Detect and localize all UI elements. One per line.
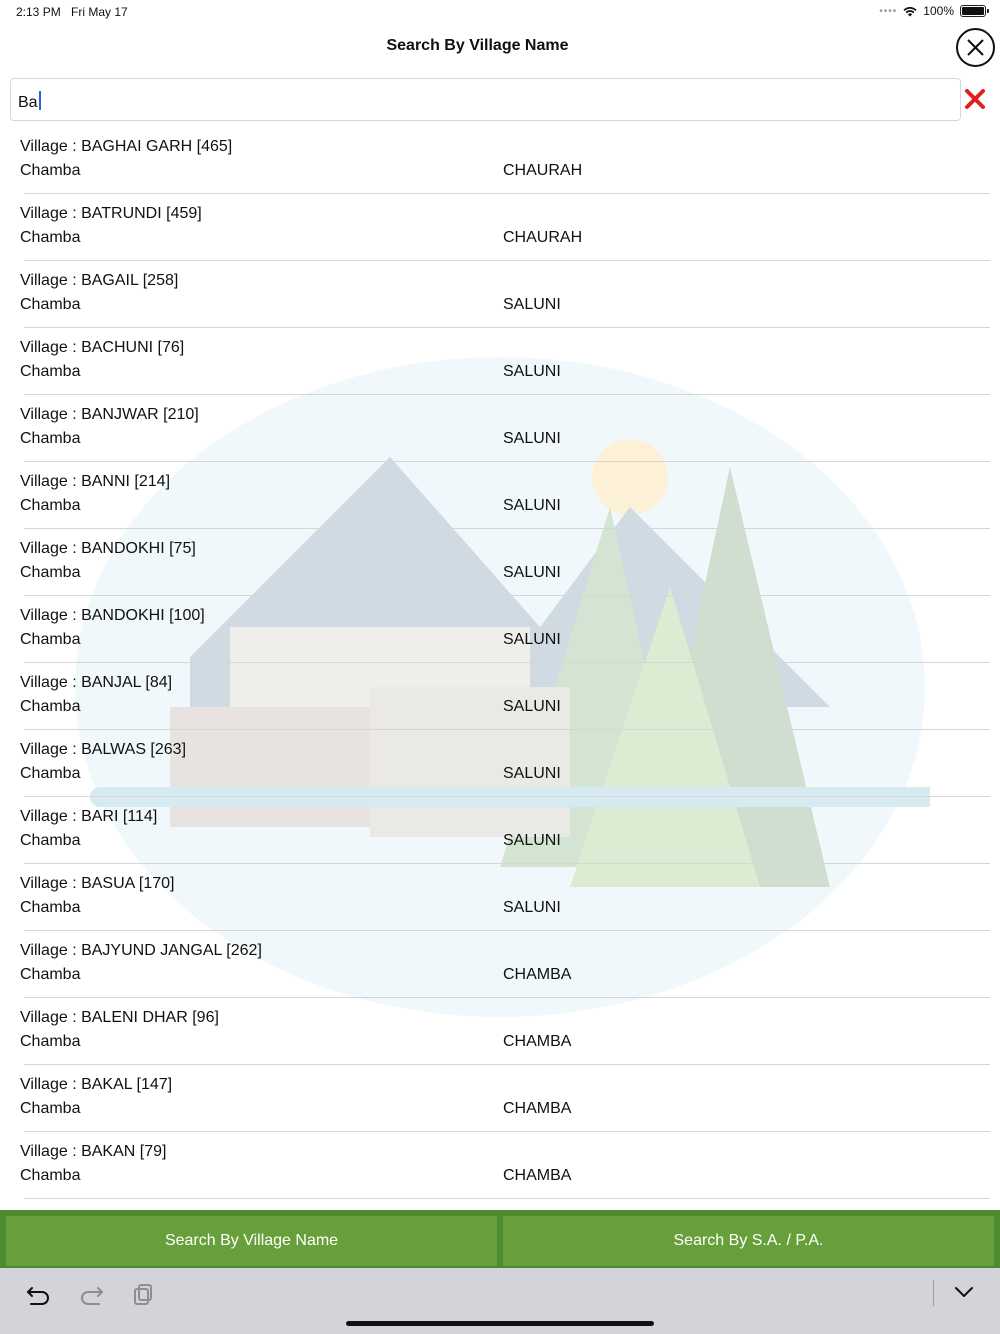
list-item[interactable] (20, 596, 990, 663)
battery-percent: 100% (923, 4, 954, 18)
search-input[interactable] (10, 78, 961, 121)
district-name: Chamba (20, 497, 81, 514)
results-list[interactable] (0, 127, 1000, 1202)
list-item[interactable] (20, 328, 990, 395)
tab-search-by-village[interactable]: Search By Village Name (6, 1216, 497, 1266)
village-name: Village : BANJAL [84] (20, 674, 173, 691)
block-name: SALUNI (503, 698, 561, 715)
list-item[interactable] (20, 663, 990, 730)
list-item[interactable] (20, 462, 990, 529)
status-time: 2:13 PM (16, 5, 61, 19)
district-name: Chamba (20, 1167, 81, 1184)
paste-icon[interactable] (132, 1282, 154, 1306)
battery-icon (960, 5, 986, 17)
close-icon (966, 38, 985, 57)
block-name: SALUNI (503, 765, 561, 782)
village-name: Village : BAKAN [79] (20, 1143, 167, 1160)
list-item[interactable] (20, 1065, 990, 1132)
status-bar (0, 0, 1000, 24)
wifi-icon (903, 6, 917, 17)
signal-icon: •••• (879, 5, 898, 17)
village-name: Village : BASUA [170] (20, 875, 175, 892)
list-item[interactable] (20, 1132, 990, 1199)
list-item[interactable] (20, 261, 990, 328)
block-name: CHAMBA (503, 1033, 572, 1050)
search-input-value: Ba (18, 91, 41, 112)
village-name: Village : BACHUNI [76] (20, 339, 185, 356)
village-name: Village : BAJYUND JANGAL [262] (20, 942, 262, 959)
tab-search-by-sa-pa[interactable]: Search By S.A. / P.A. (503, 1216, 994, 1266)
clear-search-icon[interactable] (964, 88, 986, 110)
list-item[interactable] (20, 529, 990, 596)
district-name: Chamba (20, 698, 81, 715)
village-name: Village : BANJWAR [210] (20, 406, 199, 423)
district-name: Chamba (20, 1033, 81, 1050)
list-item[interactable] (20, 194, 990, 261)
status-date: Fri May 17 (71, 5, 128, 19)
undo-icon[interactable] (26, 1282, 52, 1306)
page-title: Search By Village Name (386, 37, 569, 54)
list-item[interactable] (20, 931, 990, 998)
district-name: Chamba (20, 899, 81, 916)
results-rows (0, 127, 1000, 1199)
list-item[interactable] (20, 395, 990, 462)
status-indicators (879, 4, 986, 18)
list-item[interactable] (20, 797, 990, 864)
village-name: Village : BAGAIL [258] (20, 272, 179, 289)
block-name: SALUNI (503, 564, 561, 581)
district-name: Chamba (20, 430, 81, 447)
village-name: Village : BAGHAI GARH [465] (20, 138, 233, 155)
district-name: Chamba (20, 564, 81, 581)
district-name: Chamba (20, 832, 81, 849)
list-item[interactable] (20, 864, 990, 931)
village-name: Village : BATRUNDI [459] (20, 205, 202, 222)
chevron-down-icon[interactable] (954, 1285, 974, 1299)
village-name: Village : BALWAS [263] (20, 741, 187, 758)
village-name: Village : BANNI [214] (20, 473, 171, 490)
block-name: CHAMBA (503, 1167, 572, 1184)
village-name: Village : BAKAL [147] (20, 1076, 173, 1093)
village-name: Village : BANDOKHI [100] (20, 607, 205, 624)
district-name: Chamba (20, 229, 81, 246)
village-name: Village : BANDOKHI [75] (20, 540, 196, 557)
list-item[interactable] (20, 127, 990, 194)
close-button[interactable] (956, 28, 995, 67)
block-name: SALUNI (503, 296, 561, 313)
block-name: SALUNI (503, 899, 561, 916)
village-name: Village : BARI [114] (20, 808, 158, 825)
redo-icon[interactable] (78, 1282, 104, 1306)
district-name: Chamba (20, 631, 81, 648)
keyboard-bar-divider (933, 1280, 934, 1306)
district-name: Chamba (20, 765, 81, 782)
block-name: SALUNI (503, 832, 561, 849)
block-name: CHAMBA (503, 1100, 572, 1117)
bottom-tab-bar (0, 1210, 1000, 1268)
block-name: SALUNI (503, 497, 561, 514)
block-name: SALUNI (503, 363, 561, 380)
list-item[interactable] (20, 730, 990, 797)
district-name: Chamba (20, 363, 81, 380)
district-name: Chamba (20, 162, 81, 179)
list-item[interactable] (20, 998, 990, 1065)
block-name: CHAURAH (503, 229, 583, 246)
block-name: SALUNI (503, 631, 561, 648)
block-name: SALUNI (503, 430, 561, 447)
district-name: Chamba (20, 966, 81, 983)
block-name: CHAURAH (503, 162, 583, 179)
home-indicator[interactable] (346, 1321, 654, 1326)
village-name: Village : BALENI DHAR [96] (20, 1009, 219, 1026)
block-name: CHAMBA (503, 966, 572, 983)
district-name: Chamba (20, 1100, 81, 1117)
district-name: Chamba (20, 296, 81, 313)
